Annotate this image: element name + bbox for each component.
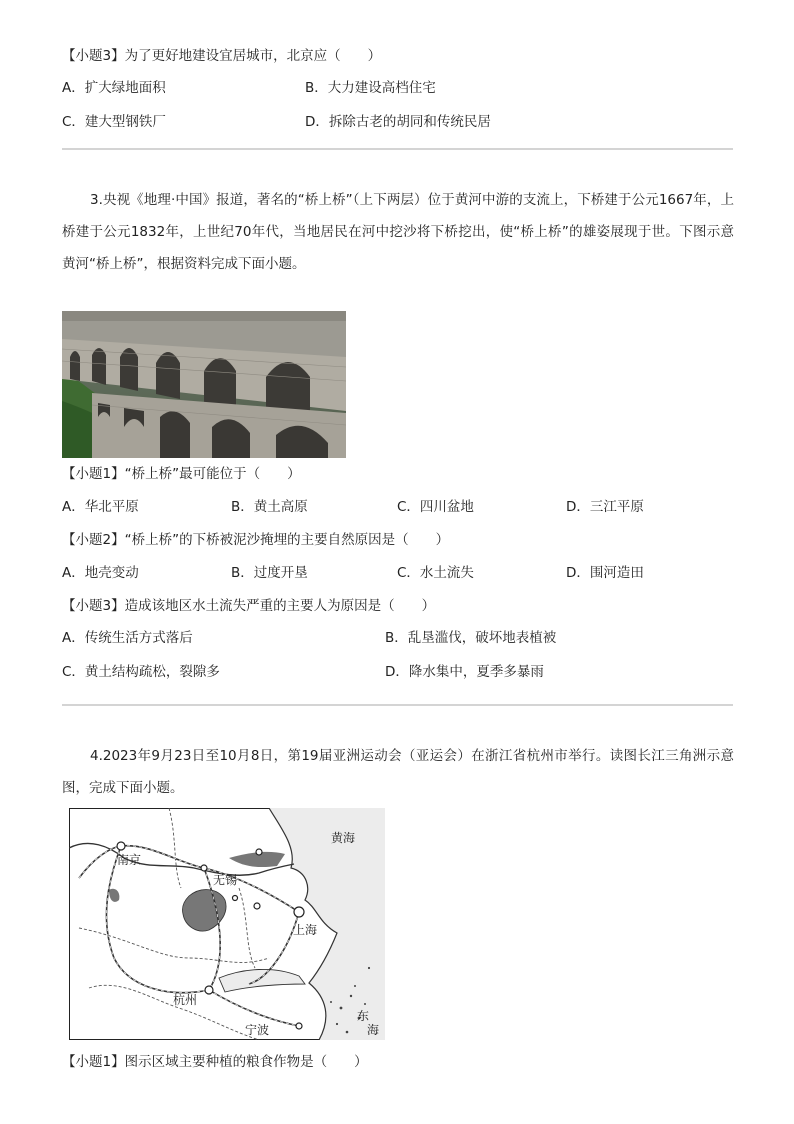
q3-sub1-option-b[interactable]: B．黄土高原: [231, 499, 308, 515]
section-divider: [62, 148, 733, 150]
label-yellow-sea: 黄海: [331, 831, 356, 845]
q3-sub3-option-a[interactable]: A．传统生活方式落后: [62, 630, 193, 646]
label-wuxi: 无锡: [213, 873, 238, 887]
q4-intro: 4.2023年9月23日至10月8日，第19届亚洲运动会（亚运会）在浙江省杭州市举行。读图长江三角洲示意图，完成下面小题。: [62, 748, 734, 796]
label-shanghai: 上海: [293, 923, 318, 937]
q3-sub3-option-c[interactable]: C．黄土结构疏松，裂隙多: [62, 664, 220, 680]
label-east-sea-2: 海: [367, 1023, 380, 1037]
section-divider: [62, 704, 733, 706]
label-hangzhou: 杭州: [173, 993, 198, 1007]
q4-sub1-stem: 【小题1】图示区域主要种植的粮食作物是（ ）: [62, 1054, 368, 1070]
label-east-sea-1: 东: [357, 1009, 370, 1023]
q3-sub1-option-c[interactable]: C．四川盆地: [397, 499, 474, 515]
q3-sub1-option-a[interactable]: A．华北平原: [62, 499, 139, 515]
q2-sub3-option-c[interactable]: C．建大型钢铁厂: [62, 114, 166, 130]
label-nanjing: 南京: [117, 853, 142, 867]
yangtze-delta-map: [69, 808, 385, 1040]
q3-sub2-option-c[interactable]: C．水土流失: [397, 565, 474, 581]
q3-sub1-option-d[interactable]: D．三江平原: [566, 499, 644, 515]
bridge-photo: [62, 311, 346, 458]
q2-sub3-option-b[interactable]: B．大力建设高档住宅: [305, 80, 436, 96]
q3-sub2-option-d[interactable]: D．围河造田: [566, 565, 644, 581]
shanghai-marker: [294, 907, 304, 917]
q3-sub2-option-b[interactable]: B．过度开垦: [231, 565, 308, 581]
q3-sub2-stem: 【小题2】“桥上桥”的下桥被泥沙掩埋的主要自然原因是（ ）: [62, 532, 450, 548]
q2-sub3-option-a[interactable]: A．扩大绿地面积: [62, 80, 166, 96]
q3-sub1-stem: 【小题1】“桥上桥”最可能位于（ ）: [62, 466, 301, 482]
q3-intro: 3.央视《地理·中国》报道，著名的“桥上桥”（上下两层）位于黄河中游的支流上，下桥建于公元1667年，上桥建于公元1832年，上世纪70年代，当地居民在河中挖沙将下桥挖出，使“桥上桥”的雄姿展现于世。下图示意黄河“桥上桥”，根据资料完成下面小题。: [62, 192, 734, 272]
q3-sub3-option-b[interactable]: B．乱垦滥伐，破坏地表植被: [385, 630, 557, 646]
q3-sub3-option-d[interactable]: D．降水集中，夏季多暴雨: [385, 664, 544, 680]
q3-sub3-stem: 【小题3】造成该地区水土流失严重的主要人为原因是（ ）: [62, 598, 436, 614]
nanjing-marker: [117, 842, 125, 850]
q2-sub3-option-d[interactable]: D．拆除古老的胡同和传统民居: [305, 114, 491, 130]
q2-sub3-stem: 【小题3】为了更好地建设宜居城市，北京应（ ）: [62, 48, 382, 64]
q3-sub2-option-a[interactable]: A．地壳变动: [62, 565, 139, 581]
label-ningbo: 宁波: [245, 1023, 270, 1037]
hangzhou-marker: [205, 986, 213, 994]
